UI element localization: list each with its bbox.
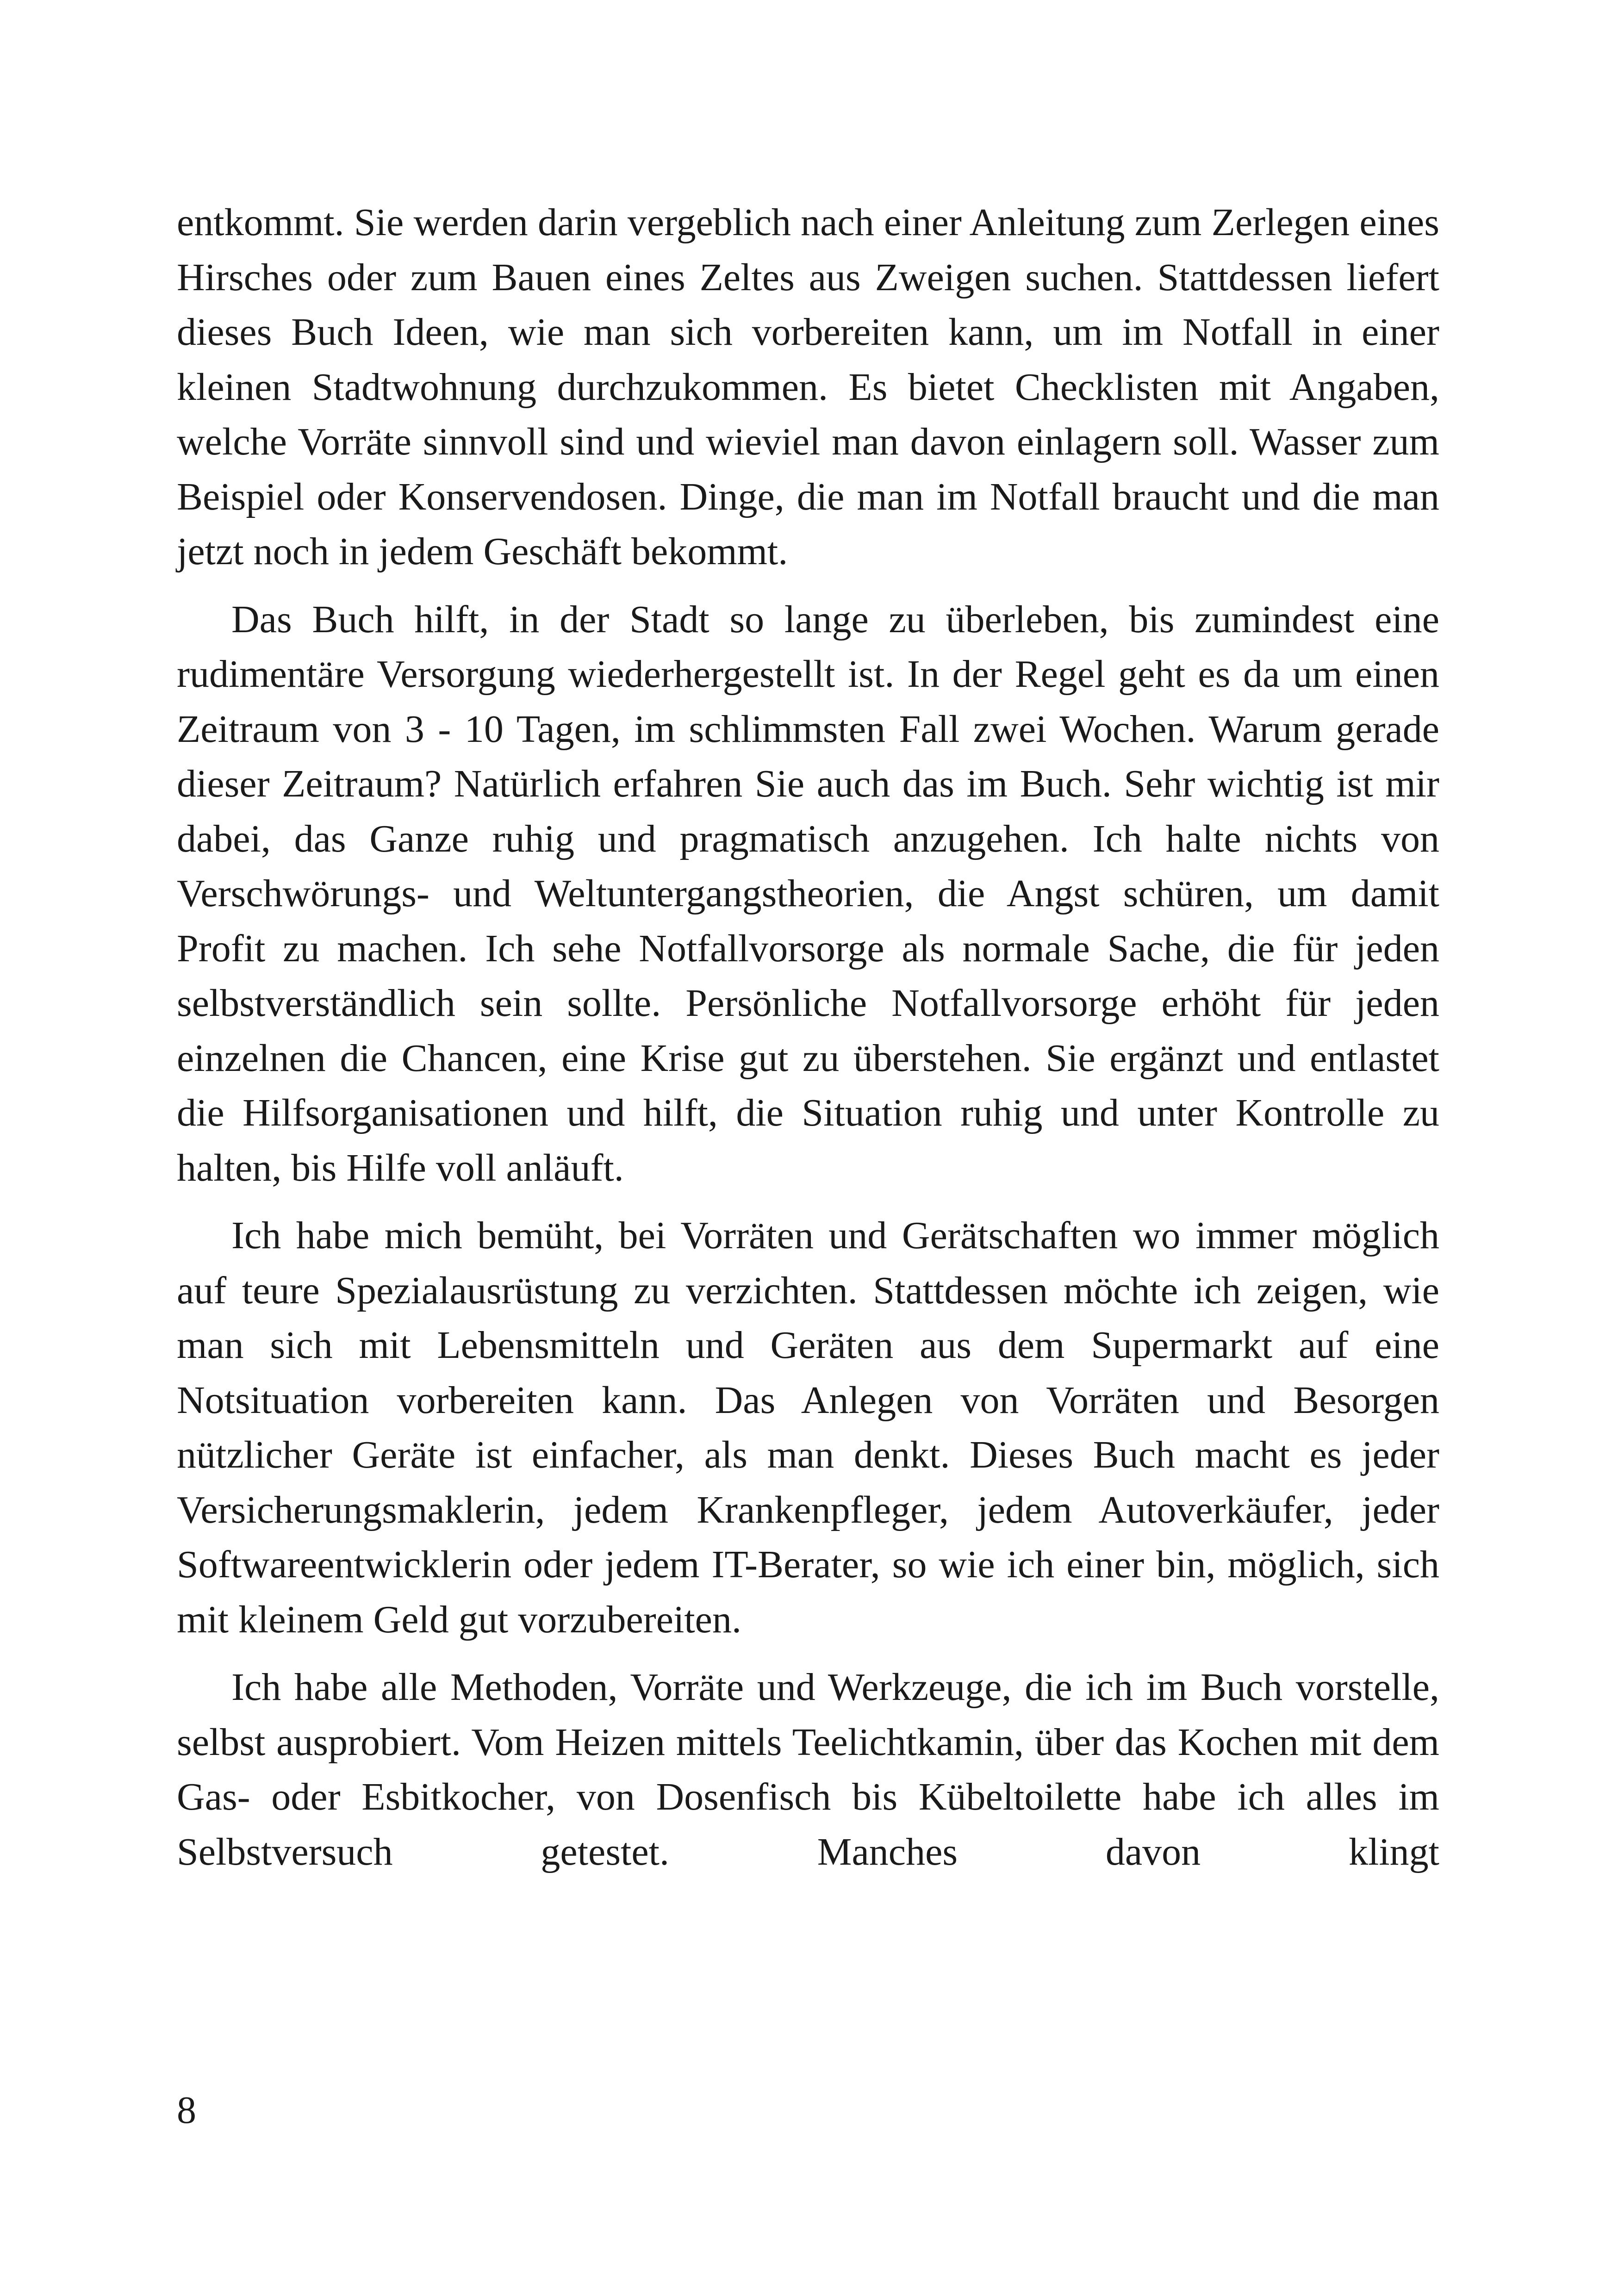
paragraph-3: Ich habe mich bemüht, bei Vorräten und Gerätschaften wo immer möglich auf teure Spezialausrüstung zu verzichten. Stattdessen möchte ich zeigen, wie man sich mit Lebensmitteln und Geräten aus dem Supermarkt auf eine Notsituation vorbereiten kann. Das Anlegen von Vorräten und Besorgen nützlicher Geräte ist einfacher, als man denkt. Dieses Buch macht es jeder Versicherungsmaklerin, jedem Krankenpfleger, jedem Autoverkäufer, jeder Softwareentwicklerin oder jedem IT-Berater, so wie ich einer bin, möglich, sich mit kleinem Geld gut vorzubereiten. [177, 1214, 1439, 1641]
page-number: 8 [177, 2089, 196, 2132]
paragraph-1: entkommt. Sie werden darin vergeblich nach einer Anleitung zum Zerlegen eines Hirsches oder zum Bauen eines Zeltes aus Zweigen suchen. Stattdessen liefert dieses Buch Ideen, wie man sich vorbereiten kann, um im Notfall in einer kleinen Stadtwohnung durchzukommen. Es bietet Checklisten mit Angaben, welche Vorräte sinnvoll sind und wieviel man davon einlagern soll. Wasser zum Beispiel oder Konservendosen. Dinge, die man im Notfall braucht und die man jetzt noch in jedem Geschäft bekommt. [177, 201, 1439, 573]
body-text [177, 195, 1439, 1892]
paragraph-4: Ich habe alle Methoden, Vorräte und Werkzeuge, die ich im Buch vorstelle, selbst ausprobiert. Vom Heizen mittels Teelichtkamin, über das Kochen mit dem Gas- oder Esbitkocher, von Dosenfisch bis Kübeltoilette habe ich alles im Selbstversuch getestet. Manches davon klingt [177, 1666, 1439, 1873]
paragraph-2: Das Buch hilft, in der Stadt so lange zu überleben, bis zumindest eine rudimentäre Versorgung wiederhergestellt ist. In der Regel geht es da um einen Zeitraum von 3 - 10 Tagen, im schlimmsten Fall zwei Wochen. Warum gerade dieser Zeitraum? Natürlich erfahren Sie auch das im Buch. Sehr wichtig ist mir dabei, das Ganze ruhig und pragmatisch anzugehen. Ich halte nichts von Verschwörungs- und Weltuntergangstheorien, die Angst schüren, um damit Profit zu machen. Ich sehe Notfallvorsorge als normale Sache, die für jeden selbstverständlich sein sollte. Persönliche Notfallvorsorge erhöht für jeden einzelnen die Chancen, eine Krise gut zu überstehen. Sie ergänzt und entlastet die Hilfsorganisationen und hilft, die Situation ruhig und unter Kontrolle zu halten, bis Hilfe voll anläuft. [177, 597, 1439, 1189]
